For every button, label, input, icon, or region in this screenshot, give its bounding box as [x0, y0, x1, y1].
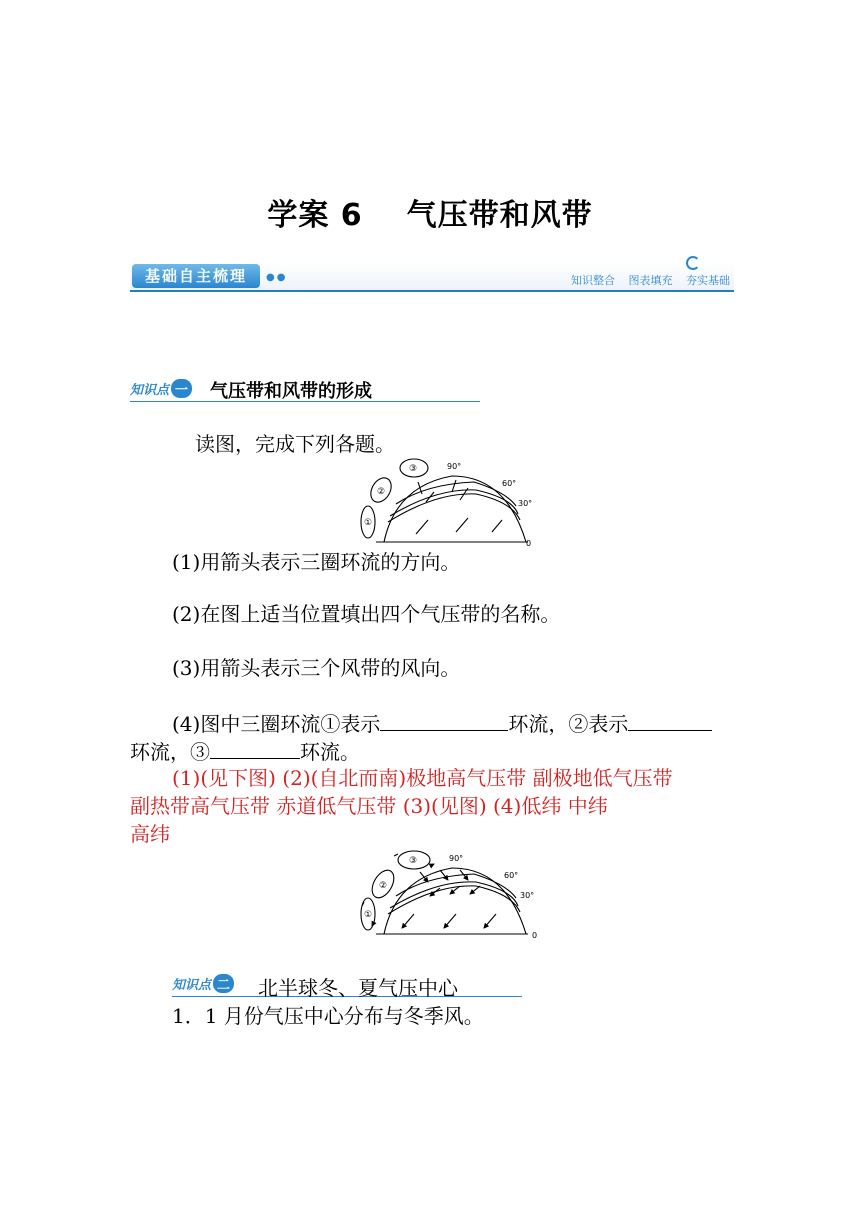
- cell-3-label-answer: ③: [409, 856, 418, 866]
- cell-2-label: ②: [377, 487, 386, 497]
- cell-1-label: ①: [364, 518, 373, 528]
- knowledge-point-1-header: [130, 377, 480, 402]
- lat-60-label-answer: 60°: [504, 871, 519, 880]
- section-banner: [130, 262, 734, 290]
- title-part2: 气压带和风带: [406, 198, 593, 233]
- cell-2-label-answer: ②: [379, 881, 388, 891]
- q4-part4: 环流。: [300, 740, 360, 764]
- blank-2[interactable]: [628, 710, 712, 731]
- question-3: (3)用箭头表示三个风带的风向。: [172, 656, 461, 680]
- knowledge-point-2-header: [172, 972, 522, 1000]
- question-1: (1)用箭头表示三圈环流的方向。: [172, 550, 461, 574]
- blank-1[interactable]: [380, 710, 508, 731]
- lat-30-label: 30°: [518, 499, 533, 508]
- kp-tag-num: 一: [171, 379, 192, 398]
- banner-tab: 基础自主梳理: [132, 264, 260, 288]
- lat-60-label: 60°: [502, 479, 517, 488]
- kp2-tag-num: 二: [213, 974, 234, 993]
- answer-line-2: 副热带高气压带 赤道低气压带 (3)(见图) (4)低纬 中纬: [130, 794, 608, 818]
- kp-tag: [130, 379, 192, 398]
- q4-part3: 环流，③: [130, 740, 210, 764]
- kp2-tag: [172, 974, 234, 993]
- kp-tag-text: 知识点: [130, 383, 170, 398]
- page-title: [0, 190, 860, 234]
- answer-line-3: 高纬: [130, 822, 170, 846]
- kp2-title: 北半球冬、夏气压中心: [258, 976, 458, 1000]
- circulation-diagram-answer: [356, 848, 542, 940]
- answer-line-1: (1)(见下图) (2)(自北而南)极地高气压带 副极地低气压带: [172, 766, 673, 790]
- kp2-tag-text: 知识点: [172, 978, 212, 993]
- banner-subtitle: 知识整合 图表填充 夯实基础: [571, 274, 730, 287]
- banner-dots-icon: ●●: [266, 272, 288, 283]
- lat-90-label-answer: 90°: [449, 854, 464, 863]
- lat-0-label-answer: 0: [532, 931, 538, 940]
- question-4-line1: [172, 710, 712, 738]
- instruction-text: 读图，完成下列各题。: [195, 432, 395, 456]
- cell-3-label: ③: [409, 464, 418, 474]
- title-part1: 学案 6: [267, 198, 363, 233]
- swirl-icon: [686, 256, 700, 270]
- q4-part1: (4)图中三圈环流①表示: [172, 712, 381, 736]
- cell-1-label-answer: ①: [364, 910, 373, 920]
- lat-90-label: 90°: [447, 462, 462, 471]
- kp-title: 气压带和风带的形成: [210, 381, 372, 402]
- item-1-text: 1．1 月份气压中心分布与冬季风。: [172, 1004, 484, 1028]
- circulation-diagram-question: [356, 456, 536, 548]
- q4-part2: 环流，②表示: [508, 712, 629, 736]
- lat-0-label: 0: [526, 539, 532, 548]
- question-2: (2)在图上适当位置填出四个气压带的名称。: [172, 602, 561, 626]
- lat-30-label-answer: 30°: [520, 891, 535, 900]
- question-4-line2: [130, 738, 360, 766]
- blank-3[interactable]: [210, 738, 300, 759]
